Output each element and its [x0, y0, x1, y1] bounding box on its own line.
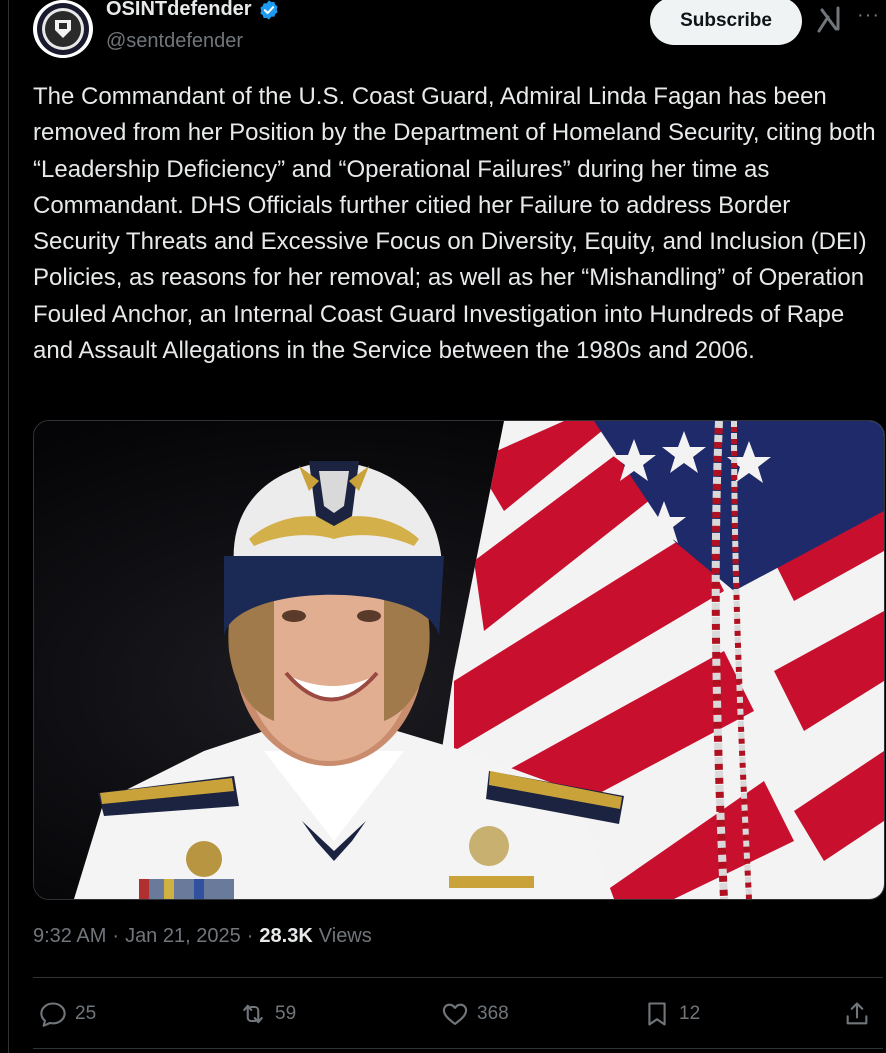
author-handle[interactable]: @sentdefender [106, 30, 244, 52]
divider [33, 1048, 883, 1049]
post-date[interactable]: Jan 21, 2025 [125, 925, 241, 947]
photo-admiral-with-flag [34, 421, 884, 899]
author-name-row[interactable] [106, 0, 280, 21]
post-meta [33, 925, 372, 948]
repost-count: 59 [275, 1003, 297, 1024]
subscribe-button[interactable]: Subscribe [650, 0, 802, 45]
verified-badge-icon [258, 0, 280, 21]
reply-button[interactable] [39, 994, 96, 1034]
action-bar [33, 994, 883, 1034]
more-icon[interactable]: ··· [857, 4, 880, 26]
post-media-image[interactable] [33, 420, 885, 900]
grok-icon[interactable] [816, 5, 842, 33]
like-count: 368 [477, 1003, 509, 1024]
left-border [8, 0, 9, 1053]
meta-separator: · [112, 925, 120, 947]
views-label: Views [318, 925, 372, 947]
meta-separator: · [246, 925, 254, 947]
share-button[interactable] [843, 994, 871, 1034]
post-text: The Commandant of the U.S. Coast Guard, Admiral Linda Fagan has been removed from her Position by the Department of Homeland Security, citing both “Leadership Deficiency” and “Operational Failures” during her time as Commandant. DHS Officials further citied her Failure to address Border Security Threats and Excessive Focus on Diversity, Equity, and Inclusion (DEI) Policies, as reasons for her removal; as well as her “Mishandling” of Operation Fouled Anchor, an Internal Coast Guard Investigation into Hundreds of Rape and Assault Allegations in the Service between the 1980s and 2006. [33, 83, 876, 365]
avatar-logo [33, 0, 93, 58]
display-name[interactable]: OSINTdefender [106, 0, 252, 20]
views-count: 28.3K [259, 925, 313, 947]
post-time[interactable]: 9:32 AM [33, 925, 107, 947]
like-icon [441, 1000, 469, 1028]
divider [33, 977, 883, 978]
reply-icon [39, 1000, 67, 1028]
reply-count: 25 [75, 1003, 97, 1024]
like-button[interactable] [441, 994, 509, 1034]
repost-button[interactable] [239, 994, 296, 1034]
avatar[interactable] [33, 0, 93, 58]
bookmark-button[interactable] [643, 994, 700, 1034]
bookmark-icon [643, 1000, 671, 1028]
share-icon [843, 1000, 871, 1028]
repost-icon [239, 1000, 267, 1028]
bookmark-count: 12 [679, 1003, 701, 1024]
